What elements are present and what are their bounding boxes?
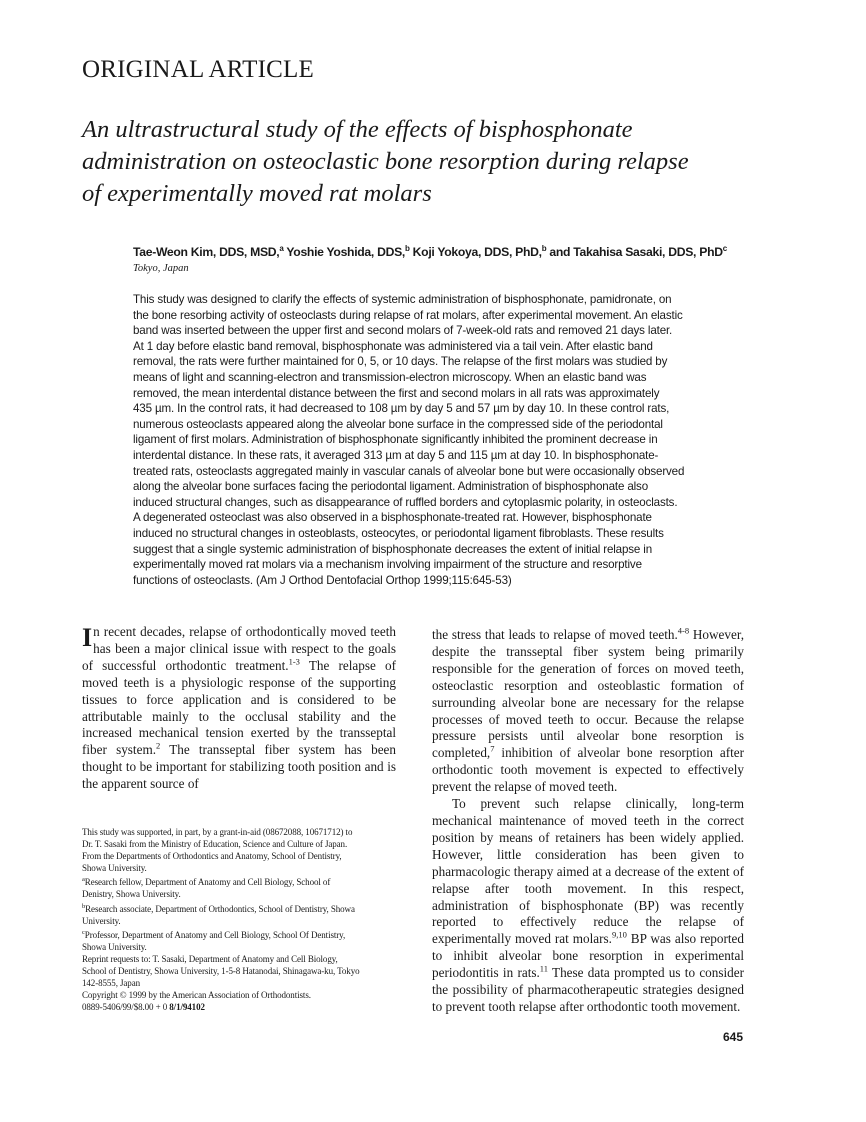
- article-code-line: [82, 1001, 398, 1013]
- article-id: 8/1/94102: [169, 1002, 205, 1013]
- drop-cap: I: [82, 623, 93, 652]
- abstract-line: treated rats, osteoclasts aggregated mainly in vascular canals of alveolar bone but were occasionally observed: [133, 464, 685, 478]
- footnote-line: University.: [82, 915, 121, 926]
- abstract-line: experimentally moved rat molars via a mechanism involving impairment of the structure and resorptive: [133, 558, 642, 572]
- footnote-text: Professor, Department of Anatomy and Cell Biology, School Of Dentistry,: [84, 929, 346, 940]
- footnote-text: Research fellow, Department of Anatomy and Cell Biology, School of: [84, 877, 331, 888]
- abstract-line: band was inserted between the upper first and second molars of 7-week-old rats and removed 21 days later.: [133, 324, 673, 338]
- author-location: Tokyo, Japan: [133, 263, 189, 274]
- body-text: inhibition of alveolar bone resorption after orthodontic tooth movement is expected to effectively prevent the relapse of moved teeth.: [432, 745, 744, 795]
- footnote-line: This study was supported, in part, by a grant-in-aid (08672088, 10671712) to: [82, 827, 353, 837]
- abstract-line: removal, the rats were further maintained for 0, 5, or 10 days. The relapse of the first molars was studied by: [133, 355, 668, 369]
- body-text: n recent decades, relapse of orthodontically moved teeth has been a major clinical issue with respect to the goals of successful orthodontic treatment.: [82, 624, 396, 673]
- section-label: ORIGINAL ARTICLE: [82, 56, 314, 83]
- citation: 9,10: [611, 929, 627, 940]
- abstract-line: This study was designed to clarify the effects of systemic administration of bisphosphonate, pamidronate, on: [133, 293, 672, 306]
- copyright-line: Copyright © 1999 by the American Association of Orthodontists.: [82, 990, 311, 1001]
- body-text: However, despite the transseptal fiber system being primarily responsible for the generation of forces on moved teeth, osteoclastic resorption and osteoblastic formation of surrounding alveolar bone are necessary for the relapse processes of moved teeth to occur. Because the relapse pressure persists until alveolar bone resorption is completed,: [432, 627, 744, 761]
- abstract-line: removed, the mean interdental distance between the first and second molars in all rats was approximately: [133, 386, 660, 400]
- body-text: BP was also reported to inhibit alveolar bone resorption in experimental periodontitis in rats.: [432, 931, 745, 981]
- title-line: of experimentally moved rat molars: [82, 180, 432, 207]
- citation: 7: [490, 743, 495, 754]
- body-text: The relapse of moved teeth is a physiologic response of the supporting tissues to force application and is considered to be attributable mainly to the occlusal stability and the increased mechanical tension exerted by the transseptal fiber system.: [82, 657, 397, 758]
- abstract-line: induced structural changes, such as disappearance of ruffled borders and cytoplasmic polarity, in osteoclasts.: [133, 495, 678, 509]
- affiliation-mark: a: [279, 244, 284, 253]
- body-column-right: [432, 627, 744, 1016]
- body-text: the stress that leads to relapse of moved teeth.: [432, 627, 678, 642]
- author-name: Koji Yokoya, DDS, PhD,: [409, 245, 542, 260]
- article-title: [82, 114, 782, 210]
- citation: 2: [156, 740, 161, 751]
- footnotes: [82, 826, 398, 1013]
- abstract: [133, 292, 753, 588]
- footnote-line: Showa University.: [82, 941, 147, 952]
- abstract-line: the bone resorbing activity of osteoclasts during relapse of rat molars, after experimental movement. An elastic: [133, 308, 683, 322]
- abstract-line: along the alveolar bone surfaces facing the periodontal ligament. Administration of bisphosphonate also: [133, 480, 648, 494]
- affiliation-mark: b: [82, 902, 86, 910]
- abstract-line: numerous osteoclasts appeared along the alveolar bone surface in the compressed side of the periodontal: [133, 417, 663, 431]
- footnote-line: [82, 901, 398, 915]
- abstract-line: induced no structural changes in osteoblasts, osteocytes, or periodontal ligament fibroblasts. These results: [133, 526, 664, 540]
- footnote-line: Showa University.: [82, 863, 147, 874]
- citation: 11: [539, 963, 548, 974]
- body-text: The transseptal fiber system has been thought to be important for stabilizing tooth position and is the apparent source of: [82, 742, 396, 792]
- abstract-line: A degenerated osteoclast was also observed in a bisphosphonate-treated rat. However, bisphosphonate: [133, 511, 652, 525]
- affiliation-mark: a: [82, 876, 85, 884]
- body-paragraph: [432, 796, 744, 1016]
- abstract-line: means of light and scanning-electron and transmission-electron microscopy. When an elastic band was: [133, 370, 647, 384]
- footnote-line: [82, 874, 398, 888]
- affiliation-mark: c: [82, 928, 85, 936]
- citation: 1-3: [288, 656, 300, 667]
- body-text: These data prompted us to consider the possibility of pharmacotherapeutic strategies designed to prevent tooth relapse after orthodontic tooth movement.: [432, 965, 744, 1014]
- issn-code: 0889-5406/99/$8.00 + 0: [82, 1002, 170, 1013]
- author-name: and Takahisa Sasaki, DDS, PhD: [546, 245, 723, 260]
- footnote-line: 142-8555, Japan: [82, 978, 140, 989]
- body-text: To prevent such relapse clinically, long-term mechanical maintenance of moved teeth in the correct position by means of retainers has been widely applied. However, little consideration has been given to pharmacologic therapy aimed at a decrease of the extent of relapse after tooth movement. In this respect, administration of bisphosphonate (BP) was recently reported to effectively reduce the relapse of experimentally moved rat molars.: [432, 796, 744, 947]
- title-line: An ultrastructural study of the effects of bisphosphonate: [82, 116, 633, 143]
- abstract-line: ligament of first molars. Administration of bisphosphonate significantly inhibited the prominent decrease in: [133, 433, 658, 447]
- page-number: 645: [723, 1030, 744, 1044]
- body-column-left: [82, 624, 396, 793]
- abstract-line: 435 µm. In the control rats, it had decreased to 108 µm by day 5 and 57 µm by day 10. In these control rats,: [133, 402, 670, 416]
- footnote-line: Dr. T. Sasaki from the Ministry of Education, Science and Culture of Japan.: [82, 839, 348, 850]
- abstract-line: At 1 day before elastic band removal, bisphosphonate was administered via a tail vein. After elastic band: [133, 339, 653, 353]
- author-name: Yoshie Yoshida, DDS,: [283, 245, 405, 260]
- citation: 4-8: [677, 625, 690, 636]
- affiliation-mark: b: [405, 244, 410, 253]
- abstract-line: suggest that a single systemic administration of bisphosphonate decreases the extent of initial relapse in: [133, 542, 653, 556]
- footnote-line: [82, 927, 398, 941]
- author-list: [133, 244, 727, 259]
- body-paragraph: [432, 627, 744, 796]
- footnote-line: From the Departments of Orthodontics and Anatomy, School of Dentistry,: [82, 851, 342, 862]
- footnote-line: Reprint requests to: T. Sasaki, Department of Anatomy and Cell Biology,: [82, 953, 338, 964]
- body-paragraph: [82, 624, 396, 793]
- footnote-line: Denistry, Showa University.: [82, 889, 181, 900]
- affiliation-mark: c: [722, 244, 727, 253]
- abstract-line: functions of osteoclasts. (Am J Orthod Dentofacial Orthop 1999;115:645-53): [133, 573, 512, 587]
- affiliation-mark: b: [541, 244, 547, 253]
- author-name: Tae-Weon Kim, DDS, MSD,: [133, 245, 280, 260]
- footnote-text: Research associate, Department of Orthodontics, School of Dentistry, Showa: [85, 903, 355, 914]
- abstract-line: interdental distance. In these rats, it averaged 313 µm at day 5 and 115 µm at day 10. In bisphosphonate-: [133, 448, 659, 462]
- title-line: administration on osteoclastic bone resorption during relapse: [82, 148, 689, 175]
- footnote-line: School of Dentistry, Showa University, 1-5-8 Hatanodai, Shinagawa-ku, Tokyo: [82, 966, 360, 977]
